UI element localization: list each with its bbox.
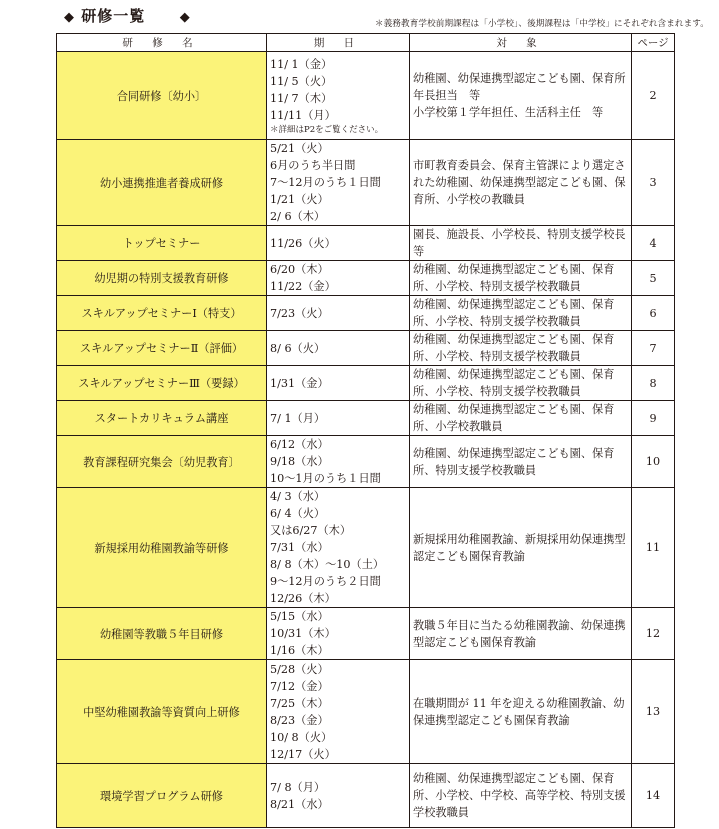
date-line: 11/ 1（金） — [270, 57, 333, 71]
training-name: スキルアップセミナーⅡ（評価） — [57, 331, 267, 366]
training-name: 幼小連携推進者養成研修 — [57, 140, 267, 226]
target-text: 教職５年目に当たる幼稚園教諭、幼保連携型認定こども園保育教諭 — [413, 618, 626, 649]
date-line: 5/21（火） — [270, 142, 329, 155]
date-line: 12/17（火） — [270, 747, 336, 761]
training-target — [410, 52, 632, 140]
column-header-name: 研 修 名 — [57, 34, 267, 52]
training-dates — [267, 140, 410, 226]
table-row — [57, 331, 675, 366]
training-dates — [267, 226, 410, 261]
date-note: ＊詳細はP2をご覧ください。 — [270, 124, 384, 135]
training-name: スキルアップセミナーⅢ（要録） — [57, 366, 267, 401]
training-dates — [267, 764, 410, 828]
training-target — [410, 140, 632, 226]
column-header-target: 対 象 — [410, 34, 632, 52]
page-number: 10 — [632, 436, 675, 488]
page-number: 13 — [632, 660, 675, 764]
date-line: 8/ 6（火） — [270, 341, 326, 355]
table-row — [57, 660, 675, 764]
target-text: 幼稚園、幼保連携型認定こども園、保育所年長担当 等 — [413, 72, 626, 102]
target-text: 幼稚園、幼保連携型認定こども園、保育所、小学校、中学校、高等学校、特別支援学校教職員 — [413, 772, 626, 819]
table-header-row — [57, 34, 675, 52]
date-line: 7/ 1（月） — [270, 411, 326, 425]
date-line: 11/22（金） — [270, 280, 336, 293]
training-target — [410, 436, 632, 488]
date-line: 8/ 8（木）～10（土） — [270, 558, 385, 571]
page-number: 9 — [632, 401, 675, 436]
target-text: 幼稚園、幼保連携型認定こども園、保育所、特別支援学校教職員 — [413, 446, 615, 477]
page-title — [64, 5, 191, 26]
date-line: 7～12月のうち１日間 — [270, 176, 381, 189]
training-name: スキルアップセミナーⅠ（特支） — [57, 296, 267, 331]
training-name: 環境学習プログラム研修 — [57, 764, 267, 828]
training-name: 幼稚園等教職５年目研修 — [57, 608, 267, 660]
column-header-dates: 期 日 — [267, 34, 410, 52]
training-target — [410, 488, 632, 608]
table-row — [57, 488, 675, 608]
page-number: 7 — [632, 331, 675, 366]
date-line: 11/ 5（火） — [270, 74, 333, 88]
training-target — [410, 366, 632, 401]
date-line: 7/31（水） — [270, 541, 329, 554]
target-text: 幼稚園、幼保連携型認定こども園、保育所、小学校、特別支援学校教職員 — [413, 333, 615, 363]
training-dates — [267, 261, 410, 296]
date-line: 9/18（水） — [270, 455, 329, 468]
date-line: 11/11（月） — [270, 108, 336, 122]
table-row — [57, 764, 675, 828]
page-number: 14 — [632, 764, 675, 828]
training-target — [410, 608, 632, 660]
training-dates — [267, 488, 410, 608]
page-number: 3 — [632, 140, 675, 226]
target-text: 幼稚園、幼保連携型認定こども園、保育所、小学校、特別支援学校教職員 — [413, 368, 615, 398]
date-line: 7/25（木） — [270, 696, 329, 710]
training-name: トップセミナー — [57, 226, 267, 261]
training-target — [410, 226, 637, 261]
training-target — [410, 331, 632, 366]
training-target — [410, 660, 632, 764]
table-row — [57, 140, 675, 226]
page-number: 6 — [632, 296, 675, 331]
date-line: 1/16（木） — [270, 644, 329, 657]
diamond-icon: ◆ — [64, 10, 75, 25]
page-number: 4 — [632, 226, 675, 261]
date-line: 5/15（水） — [270, 610, 329, 623]
date-line: 7/23（火） — [270, 306, 329, 320]
date-line: 又は6/27（木） — [270, 524, 352, 537]
diamond-icon: ◆ — [179, 10, 191, 25]
date-line: 6/12（水） — [270, 438, 329, 451]
training-name: 中堅幼稚園教諭等資質向上研修 — [57, 660, 267, 764]
table-row — [57, 261, 675, 296]
training-dates — [267, 401, 410, 436]
target-text: 市町教育委員会、保育主管課により選定された幼稚園、幼保連携型認定こども園、保育所、小学校の教職員 — [413, 159, 626, 206]
date-line: 11/26（火） — [270, 236, 336, 250]
target-text: 園長、施設長、小学校長、特別支援学校長 等 — [413, 228, 637, 258]
date-line: 10/ 8（火） — [270, 730, 333, 744]
date-line: 1/31（金） — [270, 376, 329, 390]
date-line: 6月のうち半日間 — [270, 159, 356, 172]
date-line: 5/28（火） — [270, 662, 329, 676]
page-number: 5 — [632, 261, 675, 296]
table-row — [57, 401, 675, 436]
training-dates — [267, 660, 410, 764]
footnote: ＊義務教育学校前期課程は「小学校」、後期課程は「中学校」にそれぞれ含まれます。 — [374, 19, 709, 29]
date-line: 12/26（木） — [270, 592, 336, 605]
table-row — [57, 436, 675, 488]
training-dates — [267, 366, 410, 401]
date-line: 9～12月のうち２日間 — [270, 575, 381, 588]
date-line: 2/ 6（木） — [270, 210, 326, 223]
date-line: 6/20（木） — [270, 263, 329, 276]
training-dates — [267, 608, 410, 660]
training-target — [410, 764, 632, 828]
date-line: 7/ 8（月） — [270, 780, 326, 794]
table-row — [57, 226, 675, 261]
training-dates — [267, 436, 410, 488]
date-line: 8/23（金） — [270, 713, 329, 727]
training-dates — [267, 296, 410, 331]
training-target — [410, 296, 632, 331]
table-row — [57, 296, 675, 331]
training-target — [410, 261, 632, 296]
training-table — [56, 33, 675, 828]
date-line: 1/21（火） — [270, 193, 329, 206]
page-number: 11 — [632, 488, 675, 608]
date-line: 10～1月のうち１日間 — [270, 472, 381, 485]
training-dates — [267, 331, 410, 366]
training-target — [410, 401, 632, 436]
page-number: 12 — [632, 608, 675, 660]
training-dates — [267, 52, 410, 140]
table-row — [57, 52, 675, 140]
page-number: 2 — [632, 52, 675, 140]
target-text: 在職期間が 11 年を迎える幼稚園教諭、幼保連携型認定こども園保育教諭 — [413, 696, 625, 727]
page-number: 8 — [632, 366, 675, 401]
date-line: 10/31（木） — [270, 627, 336, 640]
column-header-page: ページ — [632, 34, 675, 52]
page-title-text: 研修一覧 — [81, 7, 146, 25]
training-name: 合同研修〔幼小〕 — [57, 52, 267, 140]
target-text: 幼稚園、幼保連携型認定こども園、保育所、小学校教職員 — [413, 403, 615, 433]
training-name: 教育課程研究集会〔幼児教育〕 — [57, 436, 267, 488]
table-row — [57, 366, 675, 401]
target-text: 新規採用幼稚園教諭、新規採用幼保連携型認定こども園保育教諭 — [413, 532, 626, 563]
target-text: 幼稚園、幼保連携型認定こども園、保育所、小学校、特別支援学校教職員 — [413, 263, 615, 293]
date-line: 4/ 3（水） — [270, 490, 326, 503]
table-row — [57, 608, 675, 660]
training-name: 新規採用幼稚園教諭等研修 — [57, 488, 267, 608]
target-text: 幼稚園、幼保連携型認定こども園、保育所、小学校、特別支援学校教職員 — [413, 298, 615, 328]
date-line: 6/ 4（火） — [270, 507, 326, 520]
date-line: 11/ 7（木） — [270, 91, 333, 105]
date-line: 7/12（金） — [270, 679, 329, 693]
date-line: 8/21（水） — [270, 797, 329, 811]
training-name: スタートカリキュラム講座 — [57, 401, 267, 436]
target-text: 小学校第１学年担任、生活科主任 等 — [413, 106, 604, 119]
training-name: 幼児期の特別支援教育研修 — [57, 261, 267, 296]
